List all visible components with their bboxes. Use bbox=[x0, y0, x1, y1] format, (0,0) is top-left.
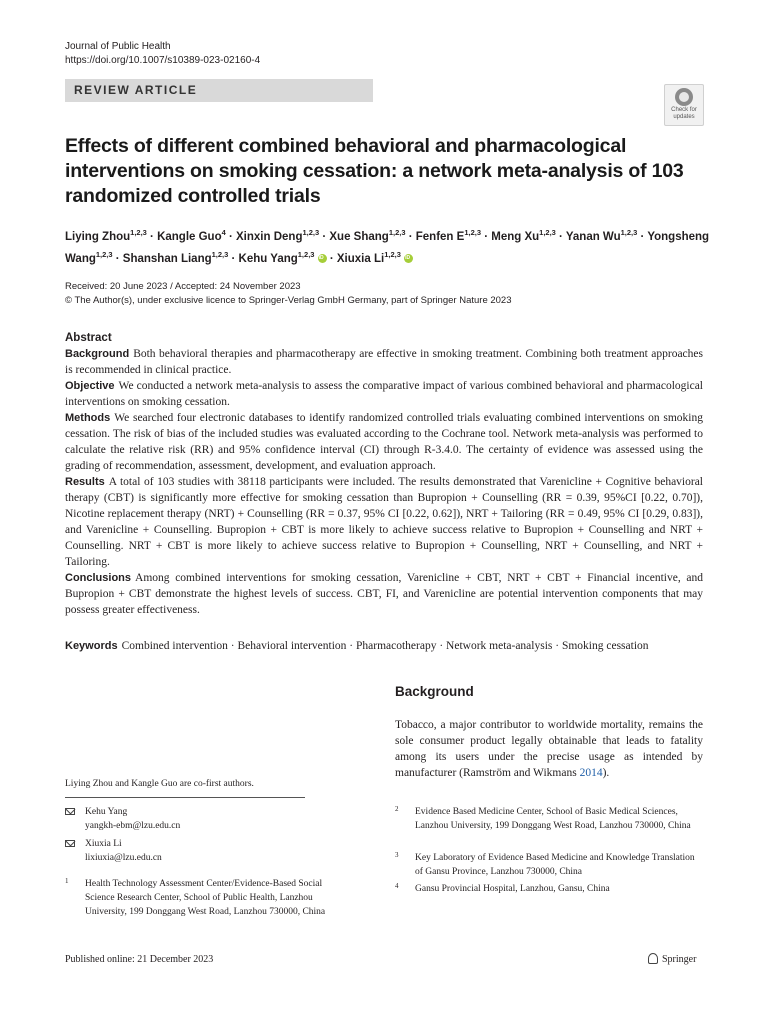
author[interactable] bbox=[65, 228, 147, 243]
author-name: Xue Shang bbox=[329, 230, 389, 243]
author-name: Kehu Yang bbox=[238, 252, 298, 265]
copyright-notice: © The Author(s), under exclusive licence to Springer-Verlag GmbH Germany, part of Springer Nature 2023 bbox=[65, 295, 512, 306]
background-paragraph bbox=[395, 717, 703, 781]
abstract-background-label: Background bbox=[65, 348, 130, 360]
article-type-label: REVIEW ARTICLE bbox=[74, 83, 198, 97]
author[interactable] bbox=[122, 249, 229, 265]
footnote-divider bbox=[65, 797, 305, 798]
doi-link[interactable]: https://doi.org/10.1007/s10389-023-02160-4 bbox=[65, 55, 261, 66]
contact-name: Xiuxia Li bbox=[85, 839, 122, 849]
author[interactable] bbox=[336, 249, 413, 265]
abstract-conclusions-label: Conclusions bbox=[65, 572, 132, 584]
author-affiliation-sup: 1,2,3 bbox=[95, 249, 113, 259]
check-updates-line2: updates bbox=[673, 114, 695, 120]
article-type-banner bbox=[65, 79, 373, 102]
contact-email[interactable]: lixiuxia@lzu.edu.cn bbox=[85, 853, 162, 863]
author-affiliation-sup: 1,2,3 bbox=[302, 228, 320, 237]
keywords bbox=[65, 638, 725, 654]
author-affiliation-sup: 1,2,3 bbox=[211, 249, 229, 259]
author-affiliation-sup: 1,2,3 bbox=[620, 228, 638, 237]
cofirst-note: Liying Zhou and Kangle Guo are co-first authors. bbox=[65, 779, 254, 789]
author-name: Yanan Wu bbox=[565, 230, 621, 243]
abstract-objective bbox=[65, 378, 703, 410]
article-title: Effects of different combined behavioral and pharmacological interventions on smoking cessation: a network meta-analysis of 103 randomized controlled trials bbox=[65, 135, 684, 207]
author-affiliation-sup: 4 bbox=[221, 228, 226, 237]
author-name: Xinxin Deng bbox=[236, 230, 303, 243]
author[interactable] bbox=[329, 228, 406, 243]
affiliation-4 bbox=[395, 882, 695, 896]
affiliation-number: 3 bbox=[395, 851, 399, 859]
article-dates bbox=[65, 280, 512, 308]
check-updates-line1: Check for bbox=[671, 107, 697, 113]
journal-name: Journal of Public Health bbox=[65, 41, 171, 52]
abstract-objective-text: We conducted a network meta-analysis to assess the comparative impact of various combined behavioral and pharmacological interventions on smoking cessation. bbox=[65, 380, 703, 408]
background-text: Tobacco, a major contributor to worldwide mortality, remains the sole consumer product legally obtainable that leads to fatality among its users under the precise usage as intended by manufacturer (Ramström and Wikmans bbox=[395, 719, 703, 779]
abstract-conclusions bbox=[65, 570, 703, 618]
abstract-results-text: A total of 103 studies with 38118 participants were included. The results demonstrated that Varenicline + Cognitive behavioral therapy (CBT) is significantly more effective for smoking cessation than Bupropion + Counselling (RR = 0.39, 95%CI [0.22, 0.70]), Nicotine replacement therapy (NRT) + Counselling (RR = 0.37, 95% CI [0.22, 0.62]), NRT + Tailoring (RR = 0.49, 95% CI [0.29, 0.83]), and Varenicline + Counselling. Bupropion + CBT is more likely to achieve success relative to Bupropion + Counselling and NRT + Counselling. NRT + CBT is more likely to achieve success relative to Bupropion + Counselling, NRT + Counselling, and NRT + Tailoring. bbox=[65, 476, 703, 568]
abstract-results bbox=[65, 474, 703, 570]
author-affiliation-sup: 1,2,3 bbox=[297, 249, 315, 259]
author-name: Kangle Guo bbox=[157, 230, 222, 243]
affiliation-2 bbox=[395, 805, 695, 833]
affiliation-3 bbox=[395, 851, 695, 879]
author[interactable] bbox=[415, 228, 481, 243]
journal-header bbox=[65, 40, 260, 68]
affiliation-text: Health Technology Assessment Center/Evidence-Based Social Science Research Center, School of Public Health, Lanzhou University, 199 Donggang West Road, Lanzhou 730000, China bbox=[85, 879, 326, 917]
background-text-end: ). bbox=[602, 767, 610, 779]
abstract-objective-label: Objective bbox=[65, 380, 115, 392]
contact-kehu-yang bbox=[65, 805, 180, 833]
check-updates-icon bbox=[675, 88, 693, 106]
author-affiliation-sup: 1,2,3 bbox=[464, 228, 481, 237]
author[interactable] bbox=[491, 228, 556, 243]
citation-link[interactable]: 2014 bbox=[579, 767, 603, 779]
author[interactable] bbox=[157, 228, 226, 243]
abstract-background-text: Both behavioral therapies and pharmacotherapy are effective in smoking treatment. Combining both treatment approaches is recommended in clinical practice. bbox=[65, 348, 703, 376]
author[interactable] bbox=[565, 228, 638, 243]
abstract-background bbox=[65, 346, 703, 378]
orcid-icon[interactable] bbox=[404, 254, 413, 263]
author-affiliation-sup: 1,2,3 bbox=[388, 228, 406, 237]
keywords-label: Keywords bbox=[65, 640, 118, 652]
springer-logo bbox=[648, 953, 696, 965]
published-online: Published online: 21 December 2023 bbox=[65, 954, 214, 965]
author-affiliation-sup: 1,2,3 bbox=[384, 249, 401, 259]
affiliation-number: 4 bbox=[395, 882, 399, 890]
author-name: Yongsheng Wang bbox=[65, 230, 710, 265]
author-list: Liying Zhou$^{1,2,3}$ · Kangle Guo$^4$ · Xinxin Deng$^{1,2,3}$ · Xue Shang$^{1,2,3}$ · Fenfen E$^{1,2,3}$ · Meng Xu$^{1,2,3}$ · Yanan Wu$^{1,2,3}$ · Yongsheng Wang$^{1,2,3}$ · Shanshan Liang$^{1,2,3}$ · Kehu Yang$^{1,2,3}$ iD · Xiuxia Li$^{1,2,3}$ iD bbox=[65, 224, 745, 268]
publisher-name: Springer bbox=[662, 954, 697, 965]
abstract-methods-text: We searched four electronic databases to identify randomized controlled trials evaluating combined interventions on smoking cessation. The risk of bias of the included studies was evaluated according to the Cochrane tool. Network meta-analysis was performed to calculate the relative risk (RR) and 95% confidence interval (CI) through R-3.4.0. The certainty of evidence was assessed using the grading of recommendation, assessment, development, and evaluation approach. bbox=[65, 412, 703, 472]
author-name: Liying Zhou bbox=[65, 230, 131, 243]
background-heading: Background bbox=[395, 684, 474, 699]
contact-xiuxia-li bbox=[65, 837, 162, 865]
author-name: Shanshan Liang bbox=[122, 252, 212, 265]
abstract-conclusions-text: Among combined interventions for smoking cessation, Varenicline + CBT, NRT + CBT + Financial incentive, and Bupropion + CBT demonstrate the highest levels of success. CBT, FI, and Varenicline are potential intervention components that may possess greater effectiveness. bbox=[65, 572, 703, 616]
author-affiliation-sup: 1,2,3 bbox=[130, 228, 147, 237]
author-name: Meng Xu bbox=[491, 230, 540, 243]
author[interactable] bbox=[236, 228, 320, 243]
abstract bbox=[65, 330, 703, 618]
envelope-icon bbox=[65, 840, 75, 847]
contact-name: Kehu Yang bbox=[85, 807, 128, 817]
abstract-methods-label: Methods bbox=[65, 412, 111, 424]
author-name: Fenfen E bbox=[415, 230, 465, 243]
springer-horse-icon bbox=[648, 953, 658, 964]
author[interactable] bbox=[238, 249, 327, 265]
envelope-icon bbox=[65, 808, 75, 815]
author-name: Xiuxia Li bbox=[336, 252, 385, 265]
affiliation-1 bbox=[65, 877, 340, 919]
author-affiliation-sup: 1,2,3 bbox=[539, 228, 556, 237]
abstract-methods bbox=[65, 410, 703, 474]
received-accepted: Received: 20 June 2023 / Accepted: 24 November 2023 bbox=[65, 281, 301, 292]
abstract-heading: Abstract bbox=[65, 332, 112, 344]
affiliation-text: Evidence Based Medicine Center, School of Basic Medical Sciences, Lanzhou University, 199 Donggang West Road, Lanzhou 730000, China bbox=[415, 807, 691, 831]
affiliation-text: Gansu Provincial Hospital, Lanzhou, Gansu, China bbox=[415, 884, 610, 894]
contact-email[interactable]: yangkh-ebm@lzu.edu.cn bbox=[85, 821, 181, 831]
affiliation-number: 2 bbox=[395, 805, 399, 813]
keywords-text: Combined intervention · Behavioral intervention · Pharmacotherapy · Network meta-analysis · Smoking cessation bbox=[121, 640, 649, 652]
orcid-icon[interactable] bbox=[318, 254, 327, 263]
affiliation-text: Key Laboratory of Evidence Based Medicine and Knowledge Translation of Gansu Province, Lanzhou 730000, China bbox=[415, 853, 695, 877]
affiliation-number: 1 bbox=[65, 877, 69, 885]
check-for-updates-badge[interactable] bbox=[664, 84, 704, 126]
abstract-results-label: Results bbox=[65, 476, 105, 488]
